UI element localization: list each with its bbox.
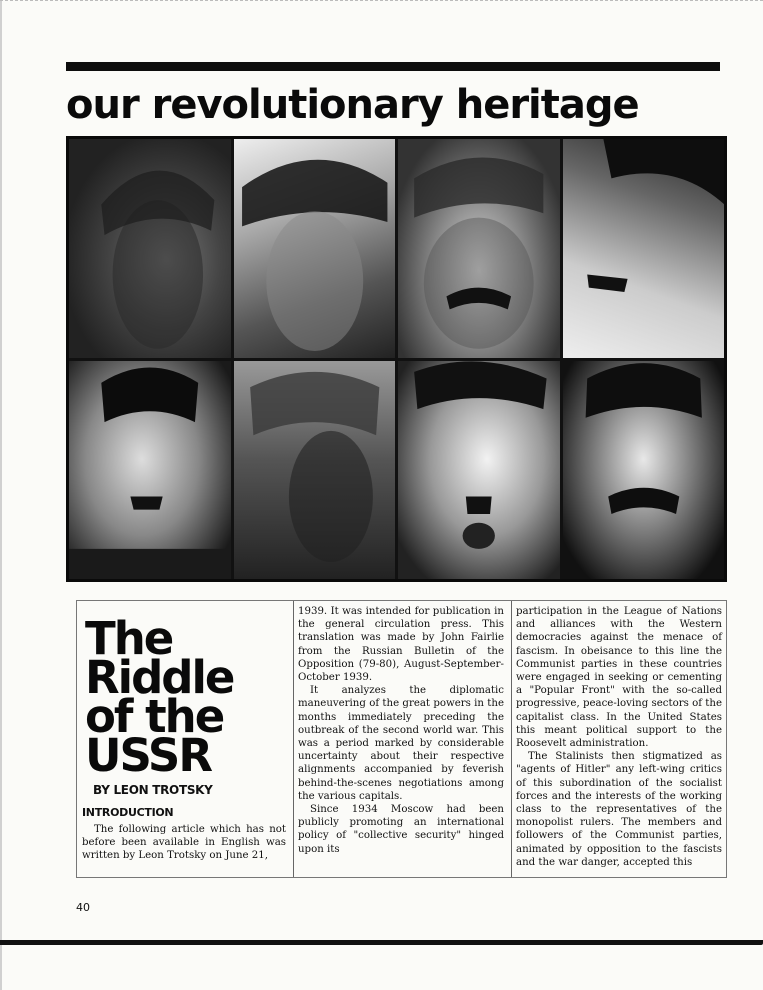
portrait-photo <box>234 361 396 580</box>
section-heading: INTRODUCTION <box>82 806 174 819</box>
portrait-photo <box>563 139 725 358</box>
column-divider <box>293 601 294 877</box>
title-line: USSR <box>85 729 211 782</box>
photo-collage <box>66 136 727 582</box>
portrait-photo <box>69 139 231 358</box>
column-3 <box>516 605 722 869</box>
paragraph: It analyzes the diplomatic maneuvering of the great powers in the months immediately preceding the outbreak of the second world war. This was a period marked by considerable uncertainty about their respective alignments accompanied by feverish behind-the-scenes negotiations among the various capitals. <box>298 685 504 802</box>
byline: BY LEON TROTSKY <box>93 783 213 797</box>
article <box>76 600 727 878</box>
title-line: of the <box>85 690 224 743</box>
paragraph: participation in the League of Nations and alliances with the Western democracies against the menace of fascism. In obeisance to this line the Communist parties in these countries were engaged in seeking or cementing a "Popular Front" with the so-called progressive, peace-loving sectors of the capitalist class. In the United States this meant political support to the Roosevelt administration. <box>516 606 722 750</box>
header-rule <box>66 62 720 71</box>
paragraph: 1939. It was intended for publication in the general circulation press. This translation was made by John Fairlie from the Russian Bulletin of the Opposition (79-80), August-September-October 1939. <box>298 606 504 684</box>
paragraph: The Stalinists then stigmatized as "agents of Hitler" any left-wing critics of this subordination of the socialist forces and the interests of the working class to the representatives of the monopolist rulers. The members and followers of the Communist parties, animated by opposition to the fascists and the war danger, accepted this <box>516 751 722 868</box>
title-line: The <box>85 612 173 665</box>
page-top-edge <box>0 0 763 5</box>
portrait-photo <box>398 139 560 358</box>
page-number: 40 <box>76 901 90 914</box>
portrait-photo <box>69 361 231 580</box>
column-2 <box>298 605 504 856</box>
portrait-photo <box>234 139 396 358</box>
portrait-photo <box>398 361 560 580</box>
article-title <box>85 612 290 782</box>
column-divider <box>511 601 512 877</box>
section-title: our revolutionary heritage <box>66 82 639 128</box>
column-1-text: The following article which has not before been available in English was written by Leon Trotsky on June 21, <box>82 824 286 862</box>
paragraph: Since 1934 Moscow had been publicly promoting an international policy of "collective security" hinged upon its <box>298 804 504 855</box>
title-line: Riddle <box>85 651 234 704</box>
page-edge <box>0 0 2 990</box>
portrait-photo <box>563 361 725 580</box>
footer-rule <box>0 940 763 945</box>
